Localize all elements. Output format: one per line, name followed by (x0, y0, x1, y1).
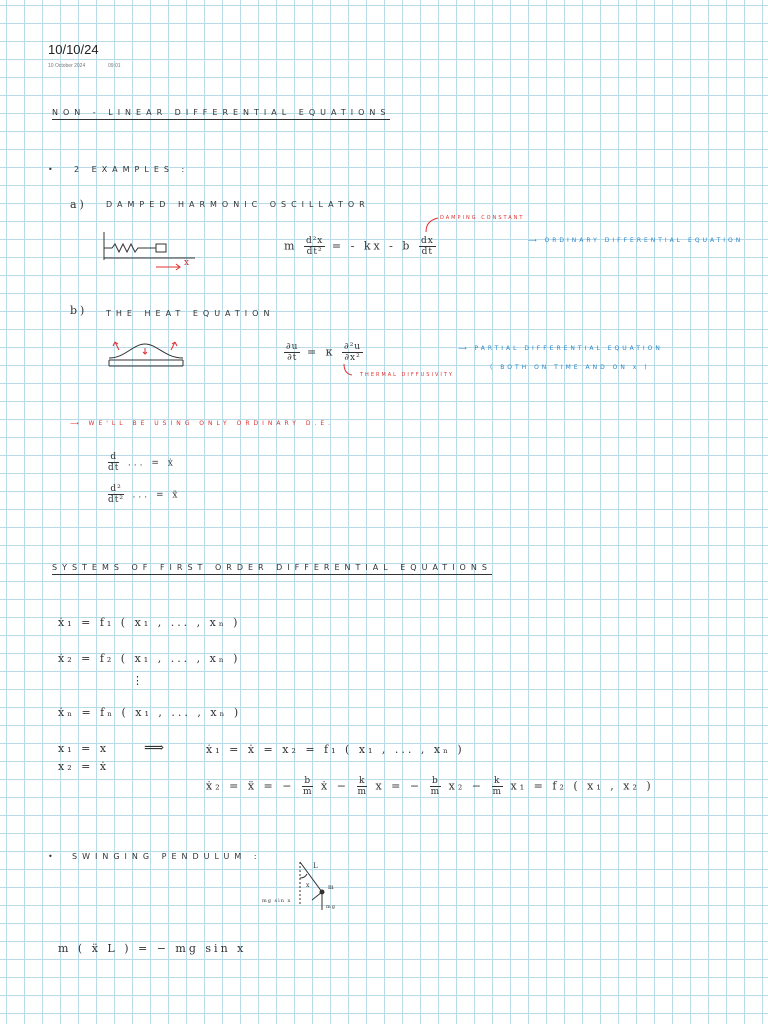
example-b-marker: b) (70, 304, 88, 317)
oscillator-equation (284, 236, 436, 257)
pendulum-equation: m ( ẍ L ) = − mg sin x (58, 942, 247, 955)
example-a-title: DAMPED HARMONIC OSCILLATOR (106, 200, 370, 209)
pendulum-angle-label: x (306, 882, 313, 889)
pendulum-tangential-force-label: mg sin x (262, 898, 292, 904)
bullet-pendulum: • (48, 852, 58, 861)
eq-first-derivative: $\frac{dx}{dt}$ (420, 236, 434, 257)
pde-result-detail: ( BOTH ON TIME AND ON x ) (490, 364, 650, 371)
section2-title: SYSTEMS OF FIRST ORDER DIFFERENTIAL EQUATIONS (52, 563, 492, 575)
timestamp-date: 10 October 2024 (48, 63, 86, 69)
first-derivative-notation: $\frac{d}{dt}$ ... = ẋ (108, 452, 176, 473)
system-eq-1: ẋ₁ = f₁ ( x₁ , ... , xₙ ) (58, 616, 241, 629)
heat-space-derivative: $\frac{\text{∂²u}}{\text{∂x²}}$ (344, 342, 362, 363)
pde-result: ⟶ PARTIAL DIFFERENTIAL EQUATION (458, 345, 663, 352)
heat-diffusivity-symbol: = κ (306, 345, 336, 359)
pendulum-title: SWINGING PENDULUM : (72, 852, 262, 861)
example-b-title: THE HEAT EQUATION (106, 309, 275, 318)
eq-mass: m (284, 239, 298, 253)
result-eq-1: ẋ₁ = ẋ = x₂ = f₁ ( x₁ , ... , xₙ ) (206, 743, 465, 756)
example-a-marker: a) (70, 198, 87, 211)
page-date: 10/10/24 (48, 42, 99, 57)
bullet: • (48, 165, 58, 174)
diffusivity-note: THERMAL DIFFUSIVITY (360, 372, 454, 378)
ode-result: ⟶ ORDINARY DIFFERENTIAL EQUATION (528, 237, 744, 244)
system-eq-2: ẋ₂ = f₂ ( x₁ , ... , xₙ ) (58, 652, 241, 665)
eq-restoring: = - kx - b (331, 239, 413, 253)
spring-diagram (100, 230, 200, 275)
second-derivative-notation: $\frac{\text{d²}}{\text{dt²}}$ ... = ẍ (108, 484, 181, 505)
heat-equation (284, 342, 363, 363)
pendulum-weight-label: mg (326, 904, 336, 910)
definition-x1: x₁ = x (58, 742, 110, 755)
section1-title: NON - LINEAR DIFFERENTIAL EQUATIONS (52, 108, 390, 120)
diffusivity-pointer (340, 362, 354, 378)
timestamp-time: 09:01 (108, 63, 121, 69)
heat-diagram (105, 338, 187, 373)
result-eq-2: ẋ₂ = ẍ = − $\frac{b}{m}$ ẋ − $\frac{k}{m}$ x = − $\frac{b}{m}$ x₂ − $\frac{k}{m}$ x₁ = f₂ ( x₁ , x₂ ) (206, 776, 654, 797)
pendulum-length-label: L (313, 862, 321, 870)
definition-x2: x₂ = ẋ (58, 760, 110, 773)
system-eq-n: ẋₙ = fₙ ( x₁ , ... , xₙ ) (58, 706, 242, 719)
heat-time-derivative: $\frac{\partial u}{\partial t}$ (286, 342, 299, 363)
system-vdots: ⋮ (132, 674, 146, 687)
examples-label: 2 EXAMPLES : (74, 165, 190, 174)
eq-second-derivative: $\frac{\text{d²x}}{\text{dt²}}$ (305, 236, 324, 257)
implies-arrow: ⟹ (144, 740, 168, 756)
pendulum-mass-label: m (328, 884, 337, 891)
ode-focus-note: ⟶ WE'LL BE USING ONLY ORDINARY D.E. (70, 420, 335, 427)
spring-axis-label: x (184, 258, 193, 268)
damping-note: DAMPING CONSTANT (440, 215, 525, 221)
